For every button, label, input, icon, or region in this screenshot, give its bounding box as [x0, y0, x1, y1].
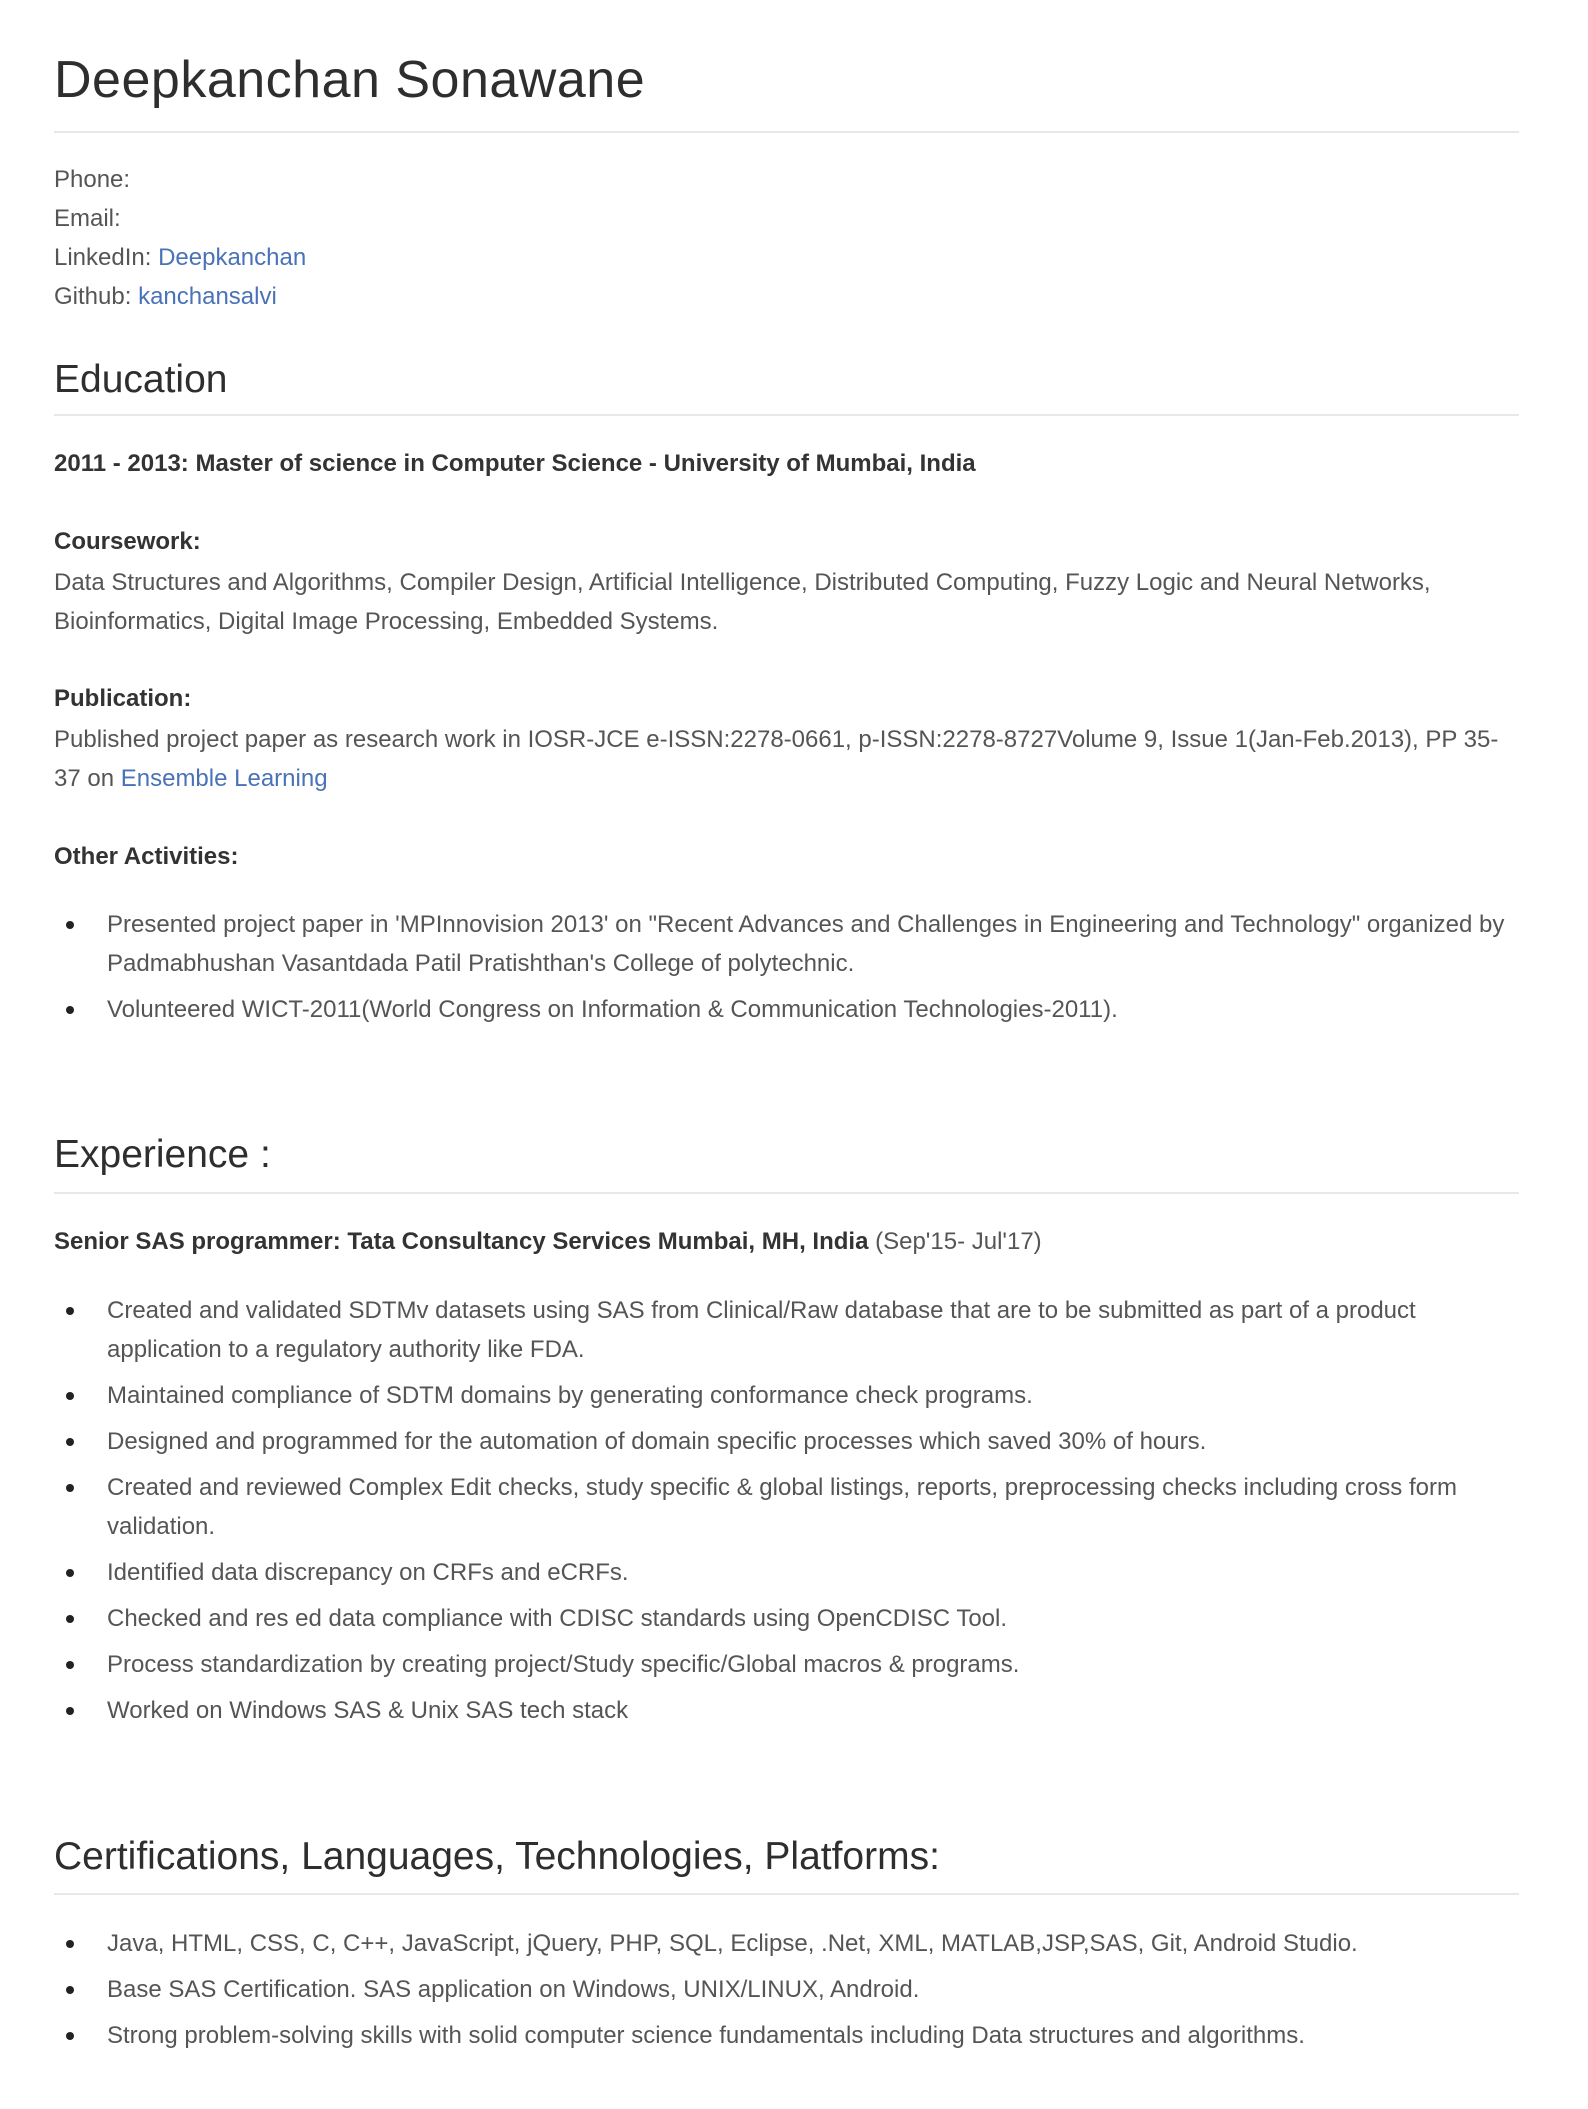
contact-github — [54, 283, 277, 311]
list-item: Strong problem-solving skills with solid computer science fundamentals including Data structures and algorithms. — [54, 2016, 1519, 2055]
list-item: Created and reviewed Complex Edit checks, study specific & global listings, reports, preprocessing checks including cross form validation. — [54, 1468, 1519, 1546]
skills-list — [54, 1924, 1519, 2062]
contact-phone — [54, 166, 130, 194]
list-item: Maintained compliance of SDTM domains by generating conformance check programs. — [54, 1376, 1519, 1415]
experience-role — [54, 1228, 1042, 1256]
activities-list — [54, 905, 1519, 1036]
skills-heading: Certifications, Languages, Technologies, Platforms: — [54, 1835, 940, 1878]
list-item: Process standardization by creating project/Study specific/Global macros & programs. — [54, 1645, 1519, 1684]
experience-list — [54, 1291, 1519, 1737]
coursework-text: Data Structures and Algorithms, Compiler Design, Artificial Intelligence, Distributed Computing, Fuzzy Logic and Neural Networks, Bioinformatics, Digital Image Processing, Embedded Systems. — [54, 569, 1431, 635]
linkedin-label: LinkedIn: — [54, 244, 152, 271]
candidate-name: Deepkanchan Sonawane — [54, 51, 646, 109]
education-degree: 2011 - 2013: Master of science in Computer Science - University of Mumbai, India — [54, 450, 976, 477]
list-item: Presented project paper in 'MPInnovision 2013' on "Recent Advances and Challenges in Engineering and Technology" organized by Padmabhushan Vasantdada Patil Pratishthan's College of polytechnic. — [54, 905, 1519, 983]
list-item: Identified data discrepancy on CRFs and eCRFs. — [54, 1553, 1519, 1592]
phone-label: Phone: — [54, 166, 131, 193]
publication-link[interactable]: Ensemble Learning — [120, 765, 328, 792]
activities-label: Other Activities: — [54, 843, 239, 870]
github-link[interactable]: kanchansalvi — [138, 283, 277, 310]
github-label: Github: — [54, 283, 132, 310]
list-item: Volunteered WICT-2011(World Congress on Information & Communication Technologies-2011). — [54, 990, 1519, 1029]
email-label: Email: — [54, 205, 121, 232]
list-item: Checked and res ed data compliance with CDISC standards using OpenCDISC Tool. — [54, 1599, 1519, 1638]
linkedin-link[interactable]: Deepkanchan — [158, 244, 307, 271]
coursework-label: Coursework: — [54, 528, 201, 555]
publication-body: Published project paper as research work in IOSR-JCE e-ISSN:2278-0661, p-ISSN:2278-8727Volume 9, Issue 1(Jan-Feb.2013), PP 35-37 on — [54, 726, 1499, 792]
experience-divider — [54, 1192, 1519, 1194]
contact-email — [54, 205, 121, 233]
header-divider — [54, 131, 1519, 133]
publication-text — [54, 720, 1519, 798]
list-item: Created and validated SDTMv datasets using SAS from Clinical/Raw database that are to be submitted as part of a product application to a regulatory authority like FDA. — [54, 1291, 1519, 1369]
experience-heading: Experience : — [54, 1133, 271, 1176]
contact-linkedin — [54, 244, 306, 272]
list-item: Java, HTML, CSS, C, C++, JavaScript, jQuery, PHP, SQL, Eclipse, .Net, XML, MATLAB,JSP,SAS, Git, Android Studio. — [54, 1924, 1519, 1963]
publication-label: Publication: — [54, 685, 192, 712]
list-item: Base SAS Certification. SAS application on Windows, UNIX/LINUX, Android. — [54, 1970, 1519, 2009]
education-heading: Education — [54, 358, 228, 401]
list-item: Worked on Windows SAS & Unix SAS tech stack — [54, 1691, 1519, 1730]
role-title: Senior SAS programmer: Tata Consultancy Services Mumbai, MH, India — [54, 1228, 869, 1255]
list-item: Designed and programmed for the automation of domain specific processes which saved 30% of hours. — [54, 1422, 1519, 1461]
education-divider — [54, 414, 1519, 416]
skills-divider — [54, 1893, 1519, 1895]
role-dates: (Sep'15- Jul'17) — [875, 1228, 1042, 1255]
